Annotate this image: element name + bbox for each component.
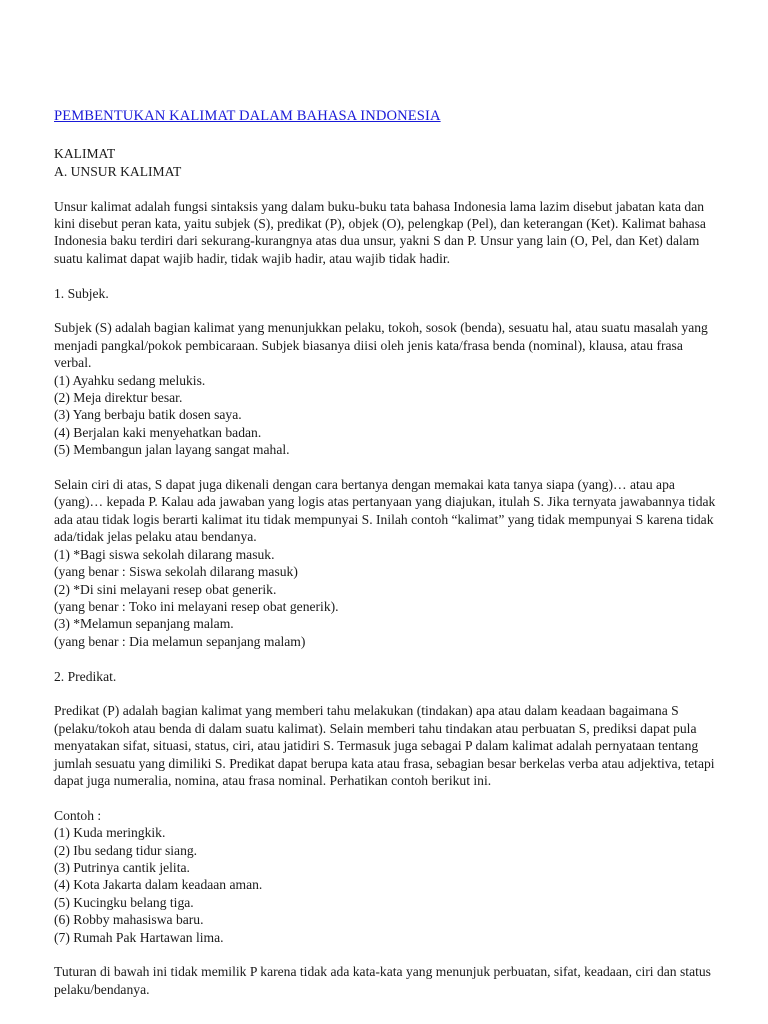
subjek-correction: (yang benar : Toko ini melayani resep obat generik). (54, 598, 339, 614)
subjek-example: (1) Ayahku sedang melukis. (54, 372, 206, 388)
predikat-example: (5) Kucingku belang tiga. (54, 894, 194, 910)
subjek-correction: (3) *Melamun sepanjang malam. (54, 616, 234, 632)
predikat-closing: Tuturan di bawah ini tidak memilik P karena tidak ada kata-kata yang menunjuk perbuatan, sifat, keadaan, ciri dan status pelaku/bendanya. (54, 964, 711, 997)
spacer (54, 302, 718, 319)
spacer (54, 946, 718, 963)
predikat-contoh-label: Contoh : (54, 807, 102, 823)
spacer (54, 685, 718, 702)
predikat-example: (1) Kuda meringkik. (54, 825, 166, 841)
predikat-example: (6) Robby mahasiswa baru. (54, 912, 204, 928)
predikat-example: (3) Putrinya cantik jelita. (54, 859, 190, 875)
heading-unsur-kalimat: A. UNSUR KALIMAT (54, 163, 182, 179)
predikat-definition: Predikat (P) adalah bagian kalimat yang memberi tahu melakukan (tindakan) apa atau dalam keadaan bagaimana S (pelaku/tokoh atau benda di dalam suatu kalimat). Selain memberi tahu tindakan atau perbuatan S, prediksi dapat pula menyatakan sifat, situasi, status, ciri, atau jatidiri S. Termasuk juga sebagai P dalam kalimat adalah pernyataan tentang jumlah sesuatu yang dimiliki S. Predikat dapat berupa kata atau frasa, sebagian besar berkelas verba atau adjektiva, tetapi dapat juga numeralia, nomina, atau frasa nominal. Perhatikan contoh berikut ini. (54, 703, 715, 788)
subjek-example: (3) Yang berbaju batik dosen saya. (54, 407, 242, 423)
subjek-heading: 1. Subjek. (54, 285, 109, 301)
subjek-example: (2) Meja direktur besar. (54, 390, 183, 406)
subjek-explanation: Selain ciri di atas, S dapat juga dikenali dengan cara bertanya dengan memakai kata tanya siapa (yang)… atau apa (yang)… kepada P. Kalau ada jawaban yang logis atas pertanyaan yang diajukan, itulah S. Jika ternyata jawabannya tidak ada atau tidak logis berarti kalimat itu tidak mempunyai S. Inilah contoh “kalimat” yang tidak mempunyai S karena tidak ada/tidak jelas pelaku atau bendanya. (54, 477, 716, 545)
predikat-example: (7) Rumah Pak Hartawan lima. (54, 929, 224, 945)
document-title-link[interactable]: PEMBENTUKAN KALIMAT DALAM BAHASA INDONESIA (54, 108, 441, 124)
subjek-correction: (1) *Bagi siswa sekolah dilarang masuk. (54, 546, 275, 562)
spacer (54, 459, 718, 476)
predikat-example: (4) Kota Jakarta dalam keadaan aman. (54, 877, 263, 893)
subjek-definition: Subjek (S) adalah bagian kalimat yang menunjukkan pelaku, tokoh, sosok (benda), sesuatu hal, atau suatu masalah yang menjadi pangkal/pokok pembicaraan. Subjek biasanya diisi oleh jenis kata/frasa benda (nominal), klausa, atau frasa verbal. (54, 320, 708, 371)
subjek-example: (5) Membangun jalan layang sangat mahal. (54, 442, 290, 458)
spacer (54, 180, 718, 197)
subjek-correction: (yang benar : Siswa sekolah dilarang masuk) (54, 564, 298, 580)
spacer (54, 267, 718, 284)
predikat-heading: 2. Predikat. (54, 668, 117, 684)
intro-paragraph: Unsur kalimat adalah fungsi sintaksis yang dalam buku-buku tata bahasa Indonesia lama lazim disebut jabatan kata dan kini disebut peran kata, yaitu subjek (S), predikat (P), objek (O), pelengkap (Pel), dan keterangan (Ket). Kalimat bahasa Indonesia baku terdiri dari sekurang-kurangnya atas dua unsur, yakni S dan P. Unsur yang lain (O, Pel, dan Ket) dalam suatu kalimat dapat wajib hadir, tidak wajib hadir, atau wajib tidak hadir. (54, 198, 706, 266)
spacer (54, 789, 718, 806)
predikat-example: (2) Ibu sedang tidur siang. (54, 842, 198, 858)
subjek-correction: (2) *Di sini melayani resep obat generik. (54, 581, 277, 597)
subjek-example: (4) Berjalan kaki menyehatkan badan. (54, 424, 262, 440)
heading-kalimat: KALIMAT (54, 146, 116, 162)
subjek-correction: (yang benar : Dia melamun sepanjang malam) (54, 633, 306, 649)
spacer (54, 650, 718, 667)
